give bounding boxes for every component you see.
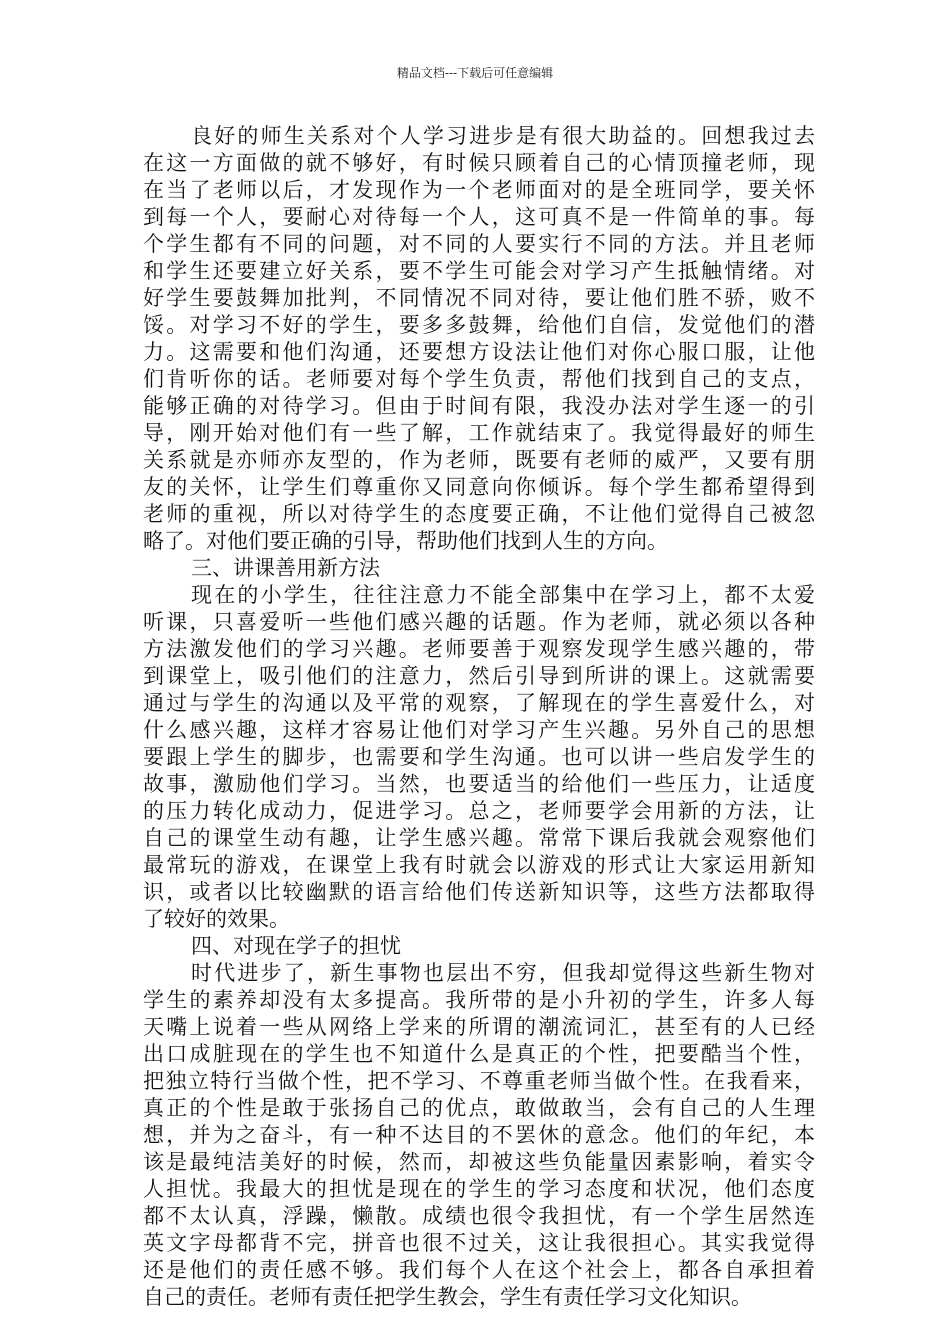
text-line: 到每一个人，要耐心对待每一个人，这可真不是一件简单的事。每	[143, 205, 815, 229]
text-line: 想，并为之奋斗，有一种不达目的不罢休的意念。他们的年纪，本	[143, 1123, 815, 1147]
text-line: 导，刚开始对他们有一些了解，工作就结束了。我觉得最好的师生	[143, 421, 815, 445]
text-line: 方法激发他们的学习兴趣。老师要善于观察发现学生感兴趣的，带	[143, 637, 815, 661]
text-line: 什么感兴趣，这样才容易让他们对学习产生兴趣。另外自己的思想	[143, 718, 815, 742]
text-line: 识，或者以比较幽默的语言给他们传送新知识等，这些方法都取得	[143, 880, 815, 904]
text-line: 自己的责任。老师有责任把学生教会，学生有责任学习文化知识。	[143, 1285, 752, 1309]
text-line: 时代进步了，新生事物也层出不穷，但我却觉得这些新生物对	[191, 961, 815, 985]
text-line: 关系就是亦师亦友型的，作为老师，既要有老师的威严，又要有朋	[143, 448, 815, 472]
text-line: 略了。对他们要正确的引导，帮助他们找到人生的方向。	[143, 529, 668, 553]
text-line: 最常玩的游戏，在课堂上我有时就会以游戏的形式让大家运用新知	[143, 853, 815, 877]
text-line: 良好的师生关系对个人学习进步是有很大助益的。回想我过去	[191, 124, 815, 148]
text-line: 了较好的效果。	[143, 907, 290, 931]
text-line: 在当了老师以后，才发现作为一个老师面对的是全班同学，要关怀	[143, 178, 815, 202]
text-line: 现在的小学生，往往注意力不能全部集中在学习上，都不太爱	[191, 583, 815, 607]
document-body	[143, 123, 815, 1311]
text-line: 到课堂上，吸引他们的注意力，然后引导到所讲的课上。这就需要	[143, 664, 815, 688]
text-line: 在这一方面做的就不够好，有时候只顾着自己的心情顶撞老师，现	[143, 151, 815, 175]
text-line: 人担忧。我最大的担忧是现在的学生的学习态度和状况，他们态度	[143, 1177, 815, 1201]
text-line: 们肯听你的话。老师要对每个学生负责，帮他们找到自己的支点，	[143, 367, 815, 391]
text-line: 力。这需要和他们沟通，还要想方设法让他们对你心服口服，让他	[143, 340, 815, 364]
text-line: 自己的课堂生动有趣，让学生感兴趣。常常下课后我就会观察他们	[143, 826, 815, 850]
text-line: 都不太认真，浮躁，懒散。成绩也很令我担忧，有一个学生居然连	[143, 1204, 815, 1228]
text-line: 老师的重视，所以对待学生的态度要正确，不让他们觉得自己被忽	[143, 502, 815, 526]
text-line: 友的关怀，让学生们尊重你又同意向你倾诉。每个学生都希望得到	[143, 475, 815, 499]
text-line: 好学生要鼓舞加批判，不同情况不同对待，要让他们胜不骄，败不	[143, 286, 815, 310]
text-line: 能够正确的对待学习。但由于时间有限，我没办法对学生逐一的引	[143, 394, 815, 418]
section-heading: 三、讲课善用新方法	[191, 556, 380, 580]
text-line: 英文字母都背不完，拼音也很不过关，这让我很担心。其实我觉得	[143, 1231, 815, 1255]
text-line: 学生的素养却没有太多提高。我所带的是小升初的学生，许多人每	[143, 988, 815, 1012]
text-line: 还是他们的责任感不够。我们每个人在这个社会上，都各自承担着	[143, 1258, 815, 1282]
text-line: 和学生还要建立好关系，要不学生可能会对学习产生抵触情绪。对	[143, 259, 815, 283]
text-line: 故事，激励他们学习。当然，也要适当的给他们一些压力，让适度	[143, 772, 815, 796]
text-line: 把独立特行当做个性，把不学习、不尊重老师当做个性。在我看来，	[143, 1069, 815, 1093]
text-line: 馁。对学习不好的学生，要多多鼓舞，给他们自信，发觉他们的潜	[143, 313, 815, 337]
text-line: 个学生都有不同的问题，对不同的人要实行不同的方法。并且老师	[143, 232, 815, 256]
text-line: 出口成脏现在的学生也不知道什么是真正的个性，把要酷当个性，	[143, 1042, 815, 1066]
text-line: 通过与学生的沟通以及平常的观察，了解现在的学生喜爱什么，对	[143, 691, 815, 715]
text-line: 的压力转化成动力，促进学习。总之，老师要学会用新的方法，让	[143, 799, 815, 823]
text-line: 该是最纯洁美好的时候，然而，却被这些负能量因素影响，着实令	[143, 1150, 815, 1174]
page-header: 精品文档---下载后可任意编辑	[396, 66, 554, 80]
text-line: 天嘴上说着一些从网络上学来的所谓的潮流词汇，甚至有的人已经	[143, 1015, 815, 1039]
section-heading: 四、对现在学子的担忧	[191, 934, 401, 958]
text-line: 听课，只喜爱听一些他们感兴趣的话题。作为老师，就必须以各种	[143, 610, 815, 634]
text-line: 要跟上学生的脚步，也需要和学生沟通。也可以讲一些启发学生的	[143, 745, 815, 769]
text-line: 真正的个性是敢于张扬自己的优点，敢做敢当，会有自己的人生理	[143, 1096, 815, 1120]
